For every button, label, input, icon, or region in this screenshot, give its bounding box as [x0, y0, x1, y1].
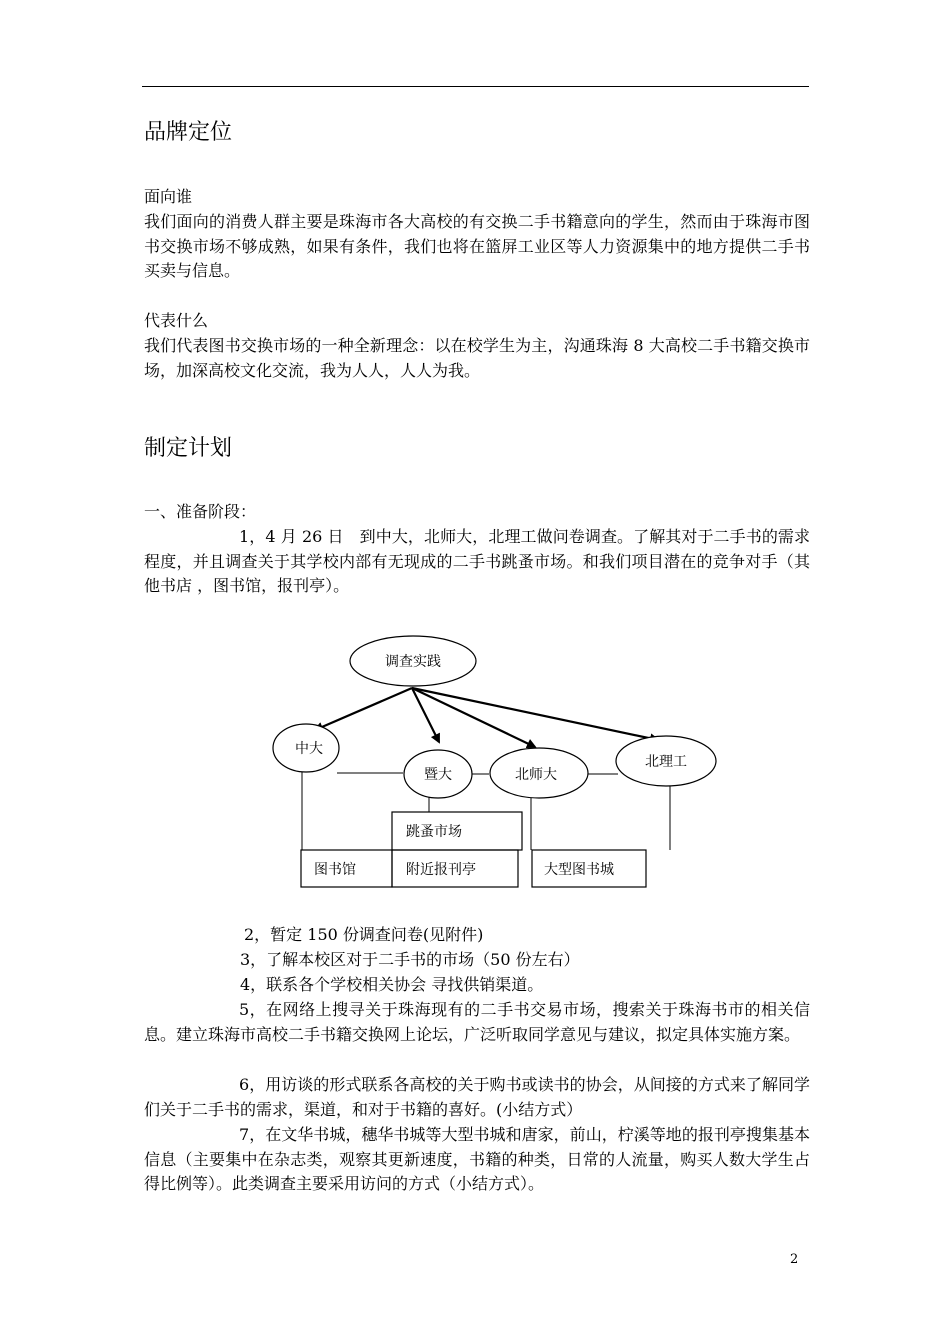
- header-rule: [142, 86, 809, 87]
- plan-item-1: 1，4 月 26 日 到中大，北师大，北理工做问卷调查。了解其对于二手书的需求程度，并且调查关于其学校内部有无现成的二手书跳蚤市场。和我们项目潜在的竞争对手（其他书店 ，图书馆，报刊亭）。: [144, 527, 810, 596]
- label-jinan: 暨大: [424, 767, 452, 783]
- label-bookstore: 大型图书城: [544, 862, 614, 878]
- plan-item-2: 2，暂定 150 份调查问卷(见附件): [244, 925, 484, 944]
- section-title-brand: 品牌定位: [144, 120, 233, 145]
- page-number: 2: [790, 1252, 799, 1267]
- label-root: 调查实践: [385, 654, 441, 670]
- represent-heading: 代表什么: [144, 311, 209, 330]
- audience-heading: 面向谁: [144, 187, 193, 206]
- plan-item-3: 3，了解本校区对于二手书的市场（50 份左右）: [240, 950, 580, 969]
- phase1-heading: 一、准备阶段：: [144, 502, 257, 521]
- section-title-plan: 制定计划: [144, 436, 233, 461]
- arrow-to-zhongda: [315, 688, 412, 730]
- label-flea-market: 跳蚤市场: [406, 824, 462, 840]
- audience-paragraph: 我们面向的消费人群主要是珠海市各大高校的有交换二手书籍意向的学生，然而由于珠海市图书交换市场不够成熟，如果有条件，我们也将在篮屏工业区等人力资源集中的地方提供二手书买卖与信息。: [144, 212, 810, 281]
- represent-paragraph: 我们代表图书交换市场的一种全新理念：以在校学生为主，沟通珠海 8 大高校二手书籍交换市场，加深高校文化交流，我为人人，人人为我。: [144, 336, 810, 380]
- label-zhongda: 中大: [295, 741, 323, 757]
- plan-item-6: 6，用访谈的形式联系各高校的关于购书或读书的协会，从间接的方式来了解同学们关于二手书的需求，渠道，和对于书籍的喜好。(小结方式）: [144, 1075, 810, 1119]
- arrow-to-beiligong: [412, 688, 658, 740]
- survey-diagram: [270, 630, 750, 895]
- label-library: 图书馆: [314, 862, 356, 878]
- label-beishida: 北师大: [515, 767, 557, 783]
- plan-item-5: 5，在网络上搜寻关于珠海现有的二手书交易市场，搜索关于珠海书市的相关信息。建立珠海市高校二手书籍交换网上论坛，广泛听取同学意见与建议，拟定具体实施方案。: [144, 1000, 810, 1044]
- plan-item-7: 7，在文华书城，穗华书城等大型书城和唐家，前山，柠溪等地的报刊亭搜集基本信息（主要集中在杂志类，观察其更新速度，书籍的种类，日常的人流量，购买人数大学生占得比例等）。此类调查主要采用访问的方式（小结方式）。: [144, 1125, 810, 1194]
- plan-item-4: 4，联系各个学校相关协会 寻找供销渠道。: [240, 975, 544, 994]
- label-newsstand: 附近报刊亭: [406, 862, 476, 878]
- label-beiligong: 北理工: [645, 754, 687, 770]
- arrow-to-beishida: [412, 688, 535, 747]
- arrow-to-jinan: [412, 688, 439, 742]
